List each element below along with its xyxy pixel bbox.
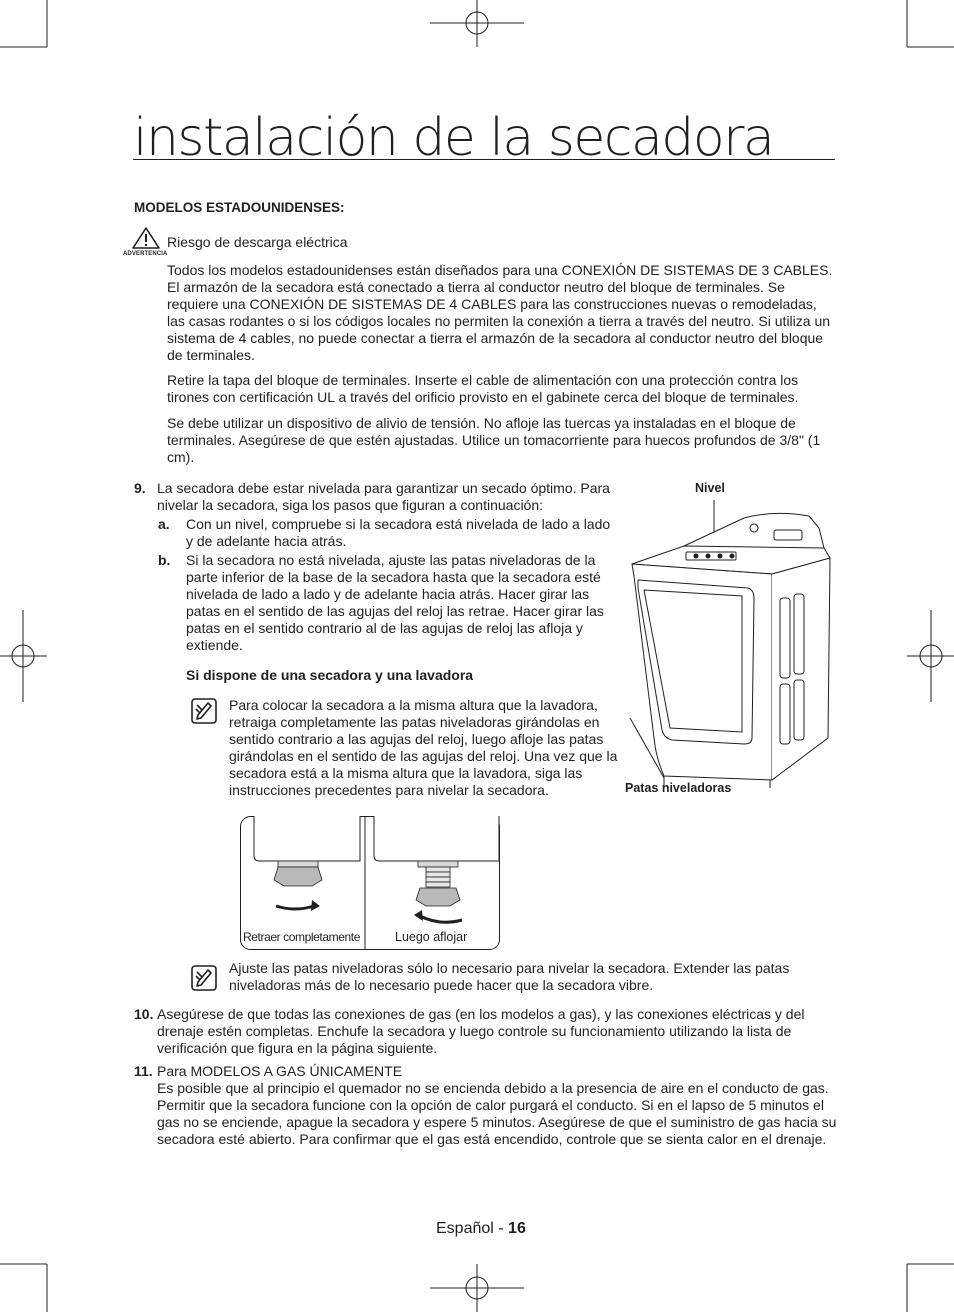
step-text: Para MODELOS A GAS ÚNICAMENTE Es posible que al principio el quemador no se encienda debido a la presencia de aire en el conducto de gas. Permitir que la secadora funcione con la opción de calor purgará el conducto. Si en el lapso de 5 minutos el gas no se enciende, apague la secadora y espere 5 minutos. Asegúrese de que el suministro de gas hacia su secadora esté abierto. Para confirmar que el gas está encendido, controle que se sienta calor en el drenaje. (157, 1063, 837, 1147)
feet-caption-loosen: Luego aflojar (395, 930, 468, 944)
note-text: Para colocar la secadora a la misma altura que la lavadora, retraiga completamente las patas niveladoras girándolas en sentido contrario a las agujas del reloj, luego afloje las patas girándolas en el sentido de las agujas del reloj. Una vez que la secadora está a la misma altura que la lavadora, siga las instrucciones precedentes para nivelar la secadora. (229, 697, 618, 798)
subheading: Si dispone de una secadora y una lavadora (186, 667, 474, 683)
warning-paragraph: Se debe utilizar un dispositivo de alivio de tensión. No afloje las tuercas ya instaladas en el bloque de terminales. Asegúrese de que estén ajustadas. Utilice un tomacorriente para huecos profundos de 3/8" (1 cm). (167, 415, 821, 465)
title-rule (133, 159, 835, 160)
warning-paragraph: Retire la tapa del bloque de terminales. Inserte el cable de alimentación con una protección contra los tirones con certificación UL a través del orificio provisto en el gabinete cerca del bloque de terminales. (167, 372, 799, 405)
warning-label: ADVERTENCIA (123, 251, 168, 257)
step-text: Asegúrese de que todas las conexiones de gas (en los modelos a gas), y las conexiones eléctricas y del drenaje estén completas. Enchufe la secadora y luego controle su funcionamiento utilizando la lista de verificación que figura en la página siguiente. (157, 1006, 805, 1056)
note-text: Ajuste las patas niveladoras sólo lo necesario para nivelar la secadora. Extender las patas niveladoras más de lo necesario puede hacer que la secadora vibre. (229, 960, 790, 993)
footer-language: Español (436, 1220, 494, 1237)
note-pencil-icon (191, 698, 217, 724)
figure-label-level: Nivel (695, 481, 725, 495)
substep-text: Si la secadora no está nivelada, ajuste las patas niveladoras de la parte inferior de la base de la secadora hasta que la secadora esté nivelada de lado a lado y de adelante hacia atrás. Hacer girar las patas en el sentido de las agujas del reloj las retrae. Hacer girar las patas en el sentido contrario al de las agujas de reloj las afloja y extiende. (186, 552, 604, 653)
substep-text: Con un nivel, compruebe si la secadora está nivelada de lado a lado y de adelante hacia atrás. (186, 516, 611, 549)
figure-label-feet: Patas niveladoras (625, 781, 732, 795)
dryer-illustration (624, 488, 838, 788)
section-heading: MODELOS ESTADOUNIDENSES: (134, 200, 345, 215)
page-title: instalación de la secadora (133, 108, 774, 168)
note-pencil-icon (191, 965, 217, 991)
page-number: 16 (508, 1220, 526, 1237)
substep-letter: b. (158, 552, 171, 568)
warning-title: Riesgo de descarga eléctrica (167, 234, 348, 250)
page-footer (436, 1219, 526, 1239)
step-number: 11. (134, 1063, 153, 1079)
warning-paragraph: Todos los modelos estadounidenses están diseñados para una CONEXIÓN DE SISTEMAS DE 3 CABLES. El armazón de la secadora está conectado a tierra al conductor neutro del bloque de terminales. Se requiere una CONEXIÓN DE SISTEMAS DE 4 CABLES para las construcciones nuevas o remodeladas, las casas rodantes o si los códigos locales no permiten la conexión a tierra a través del neutro. Si utiliza un sistema de 4 cables, no puede conectar a tierra el armazón de la secadora al conductor neutro del bloque de terminales. (167, 262, 833, 363)
footer-separator: - (493, 1220, 509, 1237)
step-number: 9. (134, 480, 146, 496)
step-text: La secadora debe estar nivelada para garantizar un secado óptimo. Para nivelar la secadora, siga los pasos que figuran a continuación: (157, 480, 610, 513)
step-number: 10. (134, 1006, 154, 1022)
feet-caption-retract: Retraer completamente (243, 930, 360, 944)
substep-letter: a. (158, 516, 170, 532)
